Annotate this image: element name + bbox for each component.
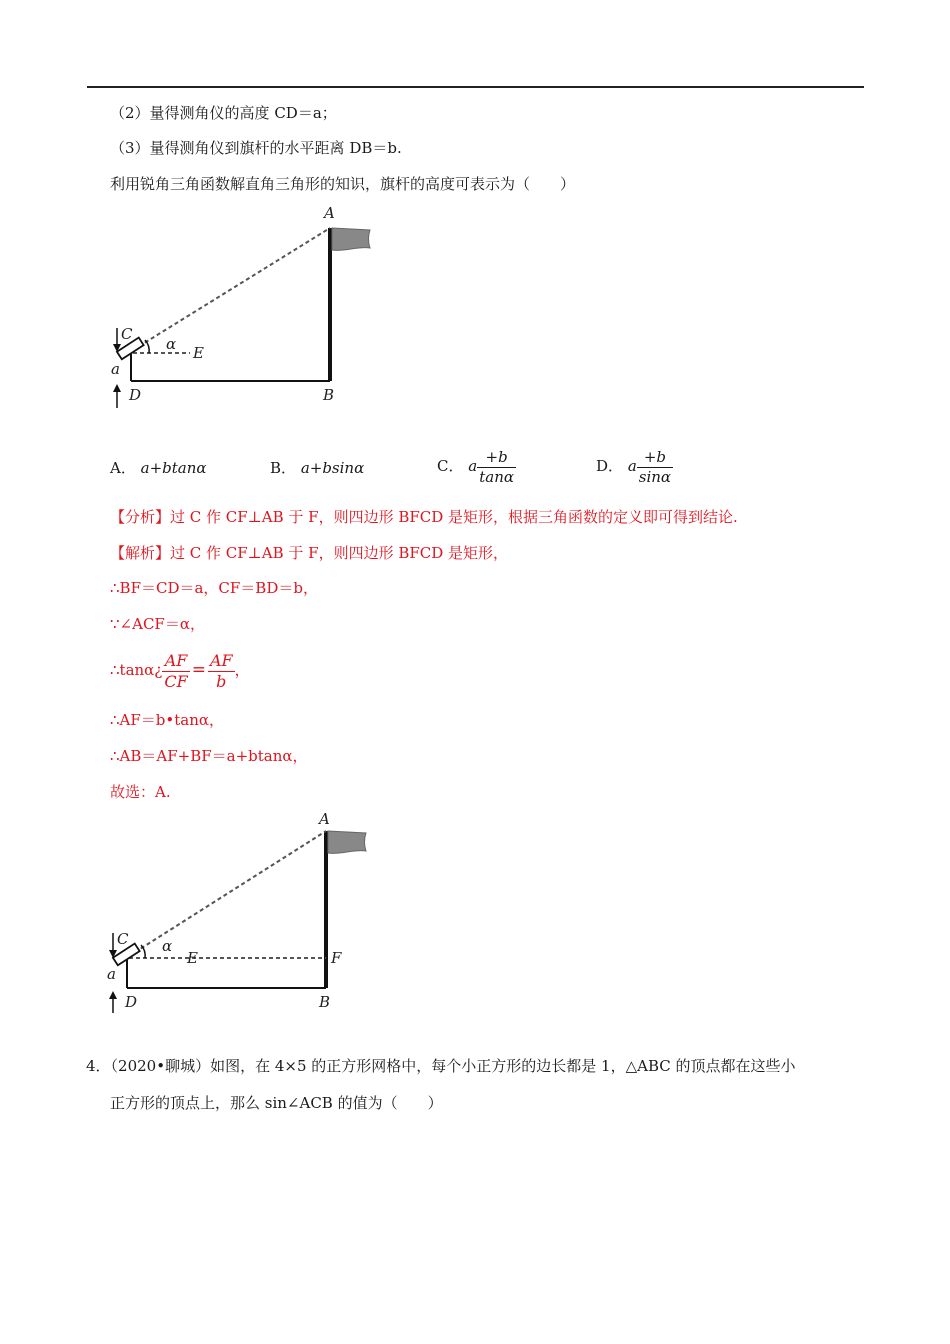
header-rule xyxy=(87,86,864,88)
q4-number: 4． xyxy=(86,1057,111,1075)
option-C-den: tanα xyxy=(479,467,514,486)
q4-line-2: 正方形的顶点上，那么 sin∠ACB 的值为（ ） xyxy=(110,1094,443,1112)
fraction-AF-CF xyxy=(162,651,189,692)
option-C-num: +b xyxy=(485,447,508,466)
frac1-den: CF xyxy=(164,671,188,691)
label-D: D xyxy=(129,386,142,404)
label-alpha: α xyxy=(162,937,173,955)
label-A: A xyxy=(319,810,330,828)
option-B-letter: B． xyxy=(270,459,297,477)
label-C: C xyxy=(117,930,129,948)
sight-line-CA xyxy=(129,831,326,956)
label-B: B xyxy=(319,993,331,1011)
label-B: B xyxy=(323,386,335,404)
option-A-text: a+btanα xyxy=(140,459,207,477)
solution-line-4: ∴AF＝b•tanα， xyxy=(110,711,224,729)
figure-1-flagpole xyxy=(100,200,390,415)
option-D-num: +b xyxy=(643,447,666,466)
solution-line-3 xyxy=(110,648,250,692)
option-C-letter: C． xyxy=(437,457,464,475)
label-D: D xyxy=(125,993,138,1011)
analysis-text: 过 C 作 CF⊥AB 于 F，则四边形 BFCD 是矩形，根据三角函数的定义即可得到结论. xyxy=(170,508,738,526)
label-E: E xyxy=(187,949,198,967)
step-2: （2）量得测角仪的高度 CD＝a； xyxy=(110,104,337,122)
option-B[interactable] xyxy=(270,458,364,478)
label-E: E xyxy=(193,344,204,362)
equals-sign: = xyxy=(191,660,206,680)
solution-text: 过 C 作 CF⊥AB 于 F，则四边形 BFCD 是矩形， xyxy=(170,544,509,562)
line3-comma: ， xyxy=(234,661,250,679)
q4-text-1: （2020•聊城）如图，在 4×5 的正方形网格中，每个小正方形的边长都是 1，△ABC 的顶点都在这些小 xyxy=(110,1057,796,1075)
flag xyxy=(332,228,370,250)
label-A: A xyxy=(324,204,335,222)
label-F: F xyxy=(331,949,342,967)
frac2-den: b xyxy=(208,671,235,692)
label-a: a xyxy=(107,965,116,983)
solution-intro xyxy=(110,543,508,563)
option-D-pre: a xyxy=(627,457,637,475)
analysis-label: 【分析】 xyxy=(110,508,171,526)
option-D-fraction xyxy=(637,448,673,487)
question-text: 利用锐角三角函数解直角三角形的知识，旗杆的高度可表示为（ ） xyxy=(110,175,576,193)
analysis xyxy=(110,507,738,527)
label-a: a xyxy=(111,360,120,378)
option-D-letter: D． xyxy=(596,457,624,475)
option-C-fraction xyxy=(477,448,516,487)
sight-line-CA xyxy=(133,228,330,350)
tan-prefix: ∴tanα¿ xyxy=(110,661,163,679)
frac2-num: AF xyxy=(209,650,233,670)
solution-answer: 故选：A. xyxy=(110,783,171,801)
label-alpha: α xyxy=(166,335,177,353)
solution-line-2: ∵∠ACF＝α， xyxy=(110,615,205,633)
step-3: （3）量得测角仪到旗杆的水平距离 DB＝b. xyxy=(110,139,402,157)
label-C: C xyxy=(121,325,133,343)
solution-label: 【解析】 xyxy=(110,544,171,562)
flag xyxy=(328,831,366,853)
fraction-AF-b xyxy=(208,651,235,692)
option-C[interactable] xyxy=(437,446,516,487)
figure-2-flagpole xyxy=(100,805,390,1020)
option-A[interactable] xyxy=(110,458,207,478)
option-A-letter: A． xyxy=(110,459,136,477)
option-D-den: sinα xyxy=(638,467,672,486)
option-C-pre: a xyxy=(468,457,478,475)
option-D[interactable] xyxy=(596,446,673,487)
q4-line-1 xyxy=(86,1056,796,1076)
option-B-text: a+bsinα xyxy=(300,459,365,477)
frac1-num: AF xyxy=(164,650,188,670)
solution-line-5: ∴AB＝AF+BF＝a+btanα， xyxy=(110,747,308,765)
solution-line-1: ∴BF＝CD＝a，CF＝BD＝b， xyxy=(110,579,318,597)
